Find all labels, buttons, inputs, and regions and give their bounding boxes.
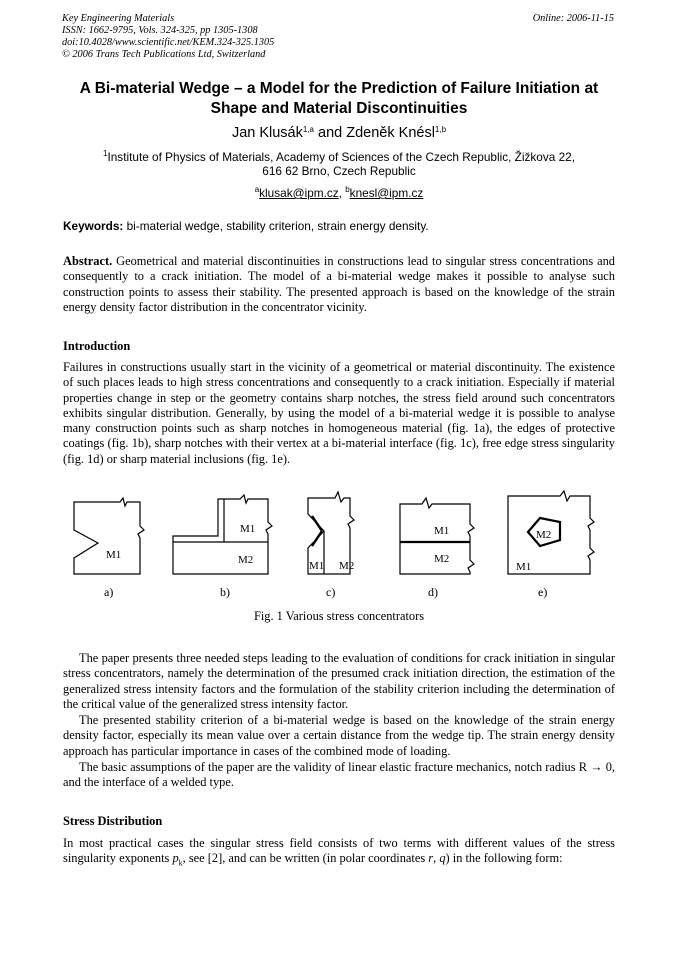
email-a-sup: a [254, 185, 260, 194]
panel-label-b: b) [220, 585, 230, 599]
label-e-m2: M2 [536, 529, 552, 541]
label-c-m1: M1 [309, 560, 325, 572]
author-2: Zdeněk Knésl [346, 125, 435, 141]
online-date: Online: 2006-11-15 [532, 13, 614, 24]
intro-paragraph-3: The presented stability criterion of a bi-material wedge is based on the knowledge of the strain energy density factor, especially its mean value over a certain distance from the wedge tip. The strain energy density approach has particular importance in cases of the combined mode of loading. [63, 713, 615, 758]
author-2-sup: 1,b [434, 125, 447, 134]
authors [0, 125, 678, 141]
title-line-1: A Bi-material Wedge – a Model for the Prediction of Failure Initiation at [79, 80, 599, 97]
stress-paragraph-1 [63, 836, 615, 871]
email-link-a[interactable]: klusak@ipm.cz [259, 186, 339, 200]
emails [0, 186, 678, 200]
figure-1 [60, 488, 620, 603]
intro-paragraph-2: The paper presents three needed steps leading to the evaluation of conditions for crack initiation in singular stress concentrators, namely the determination of the presumed crack initiation direction, the estimation of the generalized stress intensity factors and the formulation of the stability criterion including the determination of the critical value of the generalized stress intensity factor. [63, 651, 615, 711]
symbol-k: k [178, 858, 183, 868]
panel-label-d: d) [428, 585, 438, 599]
intro-paragraph-1: Failures in constructions usually start in the vicinity of a geometrical or material discontinuity. The existence of such places leads to high stress concentrations and consequently to a crack initiation. Especially if material properties change in step or the geometry contains sharp notches, the stress field around such concentrators exhibits singular distribution. Generally, by using the model of a bi-material wedge it is possible to analyse many construction points such as sharp notches in homogeneous material (fig. 1a), the edges of protective coatings (fig. 1b), sharp notches with their vertex at a bi-material interface (fig. 1c), free edge stress singularity (fig. 1d) or sharp material inclusions (fig. 1e). [63, 360, 615, 466]
intro-paragraph-4: The basic assumptions of the paper are the validity of linear elastic fracture mechanics, notch radius R → 0, and the interface of a welded type. [63, 760, 615, 790]
symbol-p: p [172, 851, 179, 866]
keywords-label: Keywords: [63, 219, 124, 233]
affil-line-1: Institute of Physics of Materials, Academy of Sciences of the Czech Republic, Žižkova 22, [107, 150, 575, 164]
panel-b-shape [173, 495, 272, 574]
author-1: Jan Klusák [231, 125, 303, 141]
doi: doi:10.4028/www.scientific.net/KEM.324-325.1305 [62, 37, 275, 48]
panel-a-shape [74, 498, 144, 574]
label-e-m1: M1 [516, 561, 532, 573]
email-link-b[interactable]: knesl@ipm.cz [349, 186, 424, 200]
abstract-label: Abstract. [63, 254, 113, 268]
symbol-q: q [439, 851, 446, 866]
abstract [63, 254, 615, 315]
label-d-m2: M2 [434, 553, 450, 565]
author-conj: and [314, 125, 347, 141]
paper-title [40, 79, 638, 119]
keywords [63, 219, 429, 233]
symbol-r: r [428, 851, 434, 866]
panel-label-e: e) [538, 585, 548, 599]
stress-text-b: , see [2], and can be written (in polar coordinates [182, 851, 429, 866]
label-b-m2: M2 [238, 554, 254, 566]
journal-name: Key Engineering Materials [62, 13, 175, 24]
affil-sup: 1 [103, 149, 108, 158]
keywords-text: bi-material wedge, stability criterion, strain energy density. [123, 219, 429, 233]
figure-1-drawing [60, 488, 620, 603]
journal-header [62, 13, 274, 61]
abstract-text: Geometrical and material discontinuities in constructions lead to singular stress concentrations and consequently to a crack initiation. The model of a bi-material wedge makes it possible to analyse such construction points to assess their stability. The presented approach is based on the knowledge of the strain energy density factor distribution in the concentrator vicinity. [63, 254, 615, 314]
label-b-m1: M1 [240, 523, 256, 535]
email-b-sup: b [345, 185, 350, 194]
title-line-2: Shape and Material Discontinuities [210, 100, 468, 117]
label-d-m1: M1 [434, 525, 450, 537]
symbol-sep: , [433, 851, 440, 866]
affil-line-2: 616 62 Brno, Czech Republic [262, 164, 416, 178]
copyright: © 2006 Trans Tech Publications Ltd, Switzerland [62, 49, 266, 60]
stress-distribution-heading: Stress Distribution [63, 814, 163, 828]
panel-label-c: c) [326, 585, 336, 599]
email-sep: , [338, 186, 346, 200]
stress-text-a: In most practical cases the singular stress field consists of two terms with different values of the stress singularity exponents [63, 836, 615, 866]
author-1-sup: 1,a [302, 125, 314, 134]
label-c-m2: M2 [339, 560, 355, 572]
stress-text-c: ) in the following form: [445, 851, 563, 866]
panel-label-a: a) [104, 585, 114, 599]
label-a-m1: M1 [106, 549, 122, 561]
introduction-heading: Introduction [63, 339, 131, 353]
figure-caption: Fig. 1 Various stress concentrators [253, 609, 425, 623]
affiliation [60, 150, 618, 178]
issn: ISSN: 1662-9795, Vols. 324-325, pp 1305-1308 [62, 25, 258, 36]
